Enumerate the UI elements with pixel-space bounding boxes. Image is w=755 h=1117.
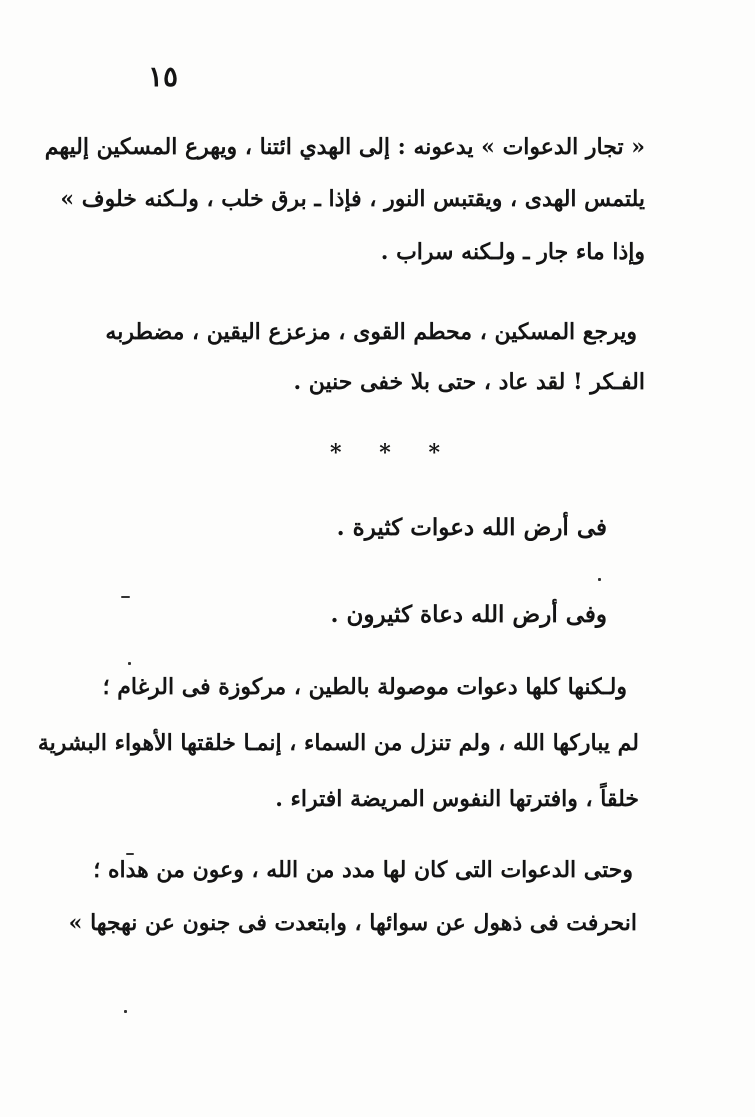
paragraph-2-line-1: ويرجع المسكين ، محطم القوى ، مزعزع اليقين ، مضطربه — [105, 319, 637, 345]
paragraph-4-line-1: وفى أرض الله دعاة كثيرون . — [330, 601, 607, 628]
paragraph-5-line-2: لم يباركها الله ، ولم تنزل من السماء ، إنمـا خلقتها الأهواء البشرية — [37, 730, 639, 756]
paragraph-5-line-3: خلقاً ، وافترتها النفوس المريضة افتراء . — [275, 786, 639, 812]
section-separator — [330, 440, 440, 466]
paragraph-6-line-2: انحرفت فى ذهول عن سوائها ، وابتعدت فى جنون عن نهجها » — [68, 910, 637, 936]
paragraph-2-line-2: الفـكر ! لقد عاد ، حتى بلا خفى حنين . — [293, 369, 645, 395]
paragraph-5-line-1: ولـكنها كلها دعوات موصولة بالطين ، مركوزة فى الرغام ؛ — [102, 674, 627, 700]
paragraph-1-line-3: وإذا ماء جار ـ ولـكنه سراب . — [380, 239, 645, 265]
page-number: ١٥ — [148, 60, 179, 93]
paragraph-3-line-1: فى أرض الله دعوات كثيرة . — [336, 514, 607, 541]
separator-asterisk: * — [330, 440, 342, 466]
separator-asterisk: * — [428, 440, 440, 466]
paragraph-1-line-2: يلتمس الهدى ، ويقتبس النور ، فإذا ـ برق خلب ، ولـكنه خلوف » — [60, 186, 645, 212]
scan-speck — [598, 578, 601, 581]
separator-asterisk: * — [379, 440, 391, 466]
scan-speck — [121, 596, 130, 598]
scan-speck — [128, 662, 131, 665]
paragraph-6-line-1: وحتى الدعوات التى كان لها مدد من الله ، وعون من هداه ؛ — [93, 857, 633, 883]
paragraph-1-line-1: « تجار الدعوات » يدعونه : إلى الهدي ائتنا ، ويهرع المسكين إليهم — [44, 134, 645, 160]
scan-speck — [124, 1010, 127, 1013]
scan-speck — [126, 853, 134, 855]
